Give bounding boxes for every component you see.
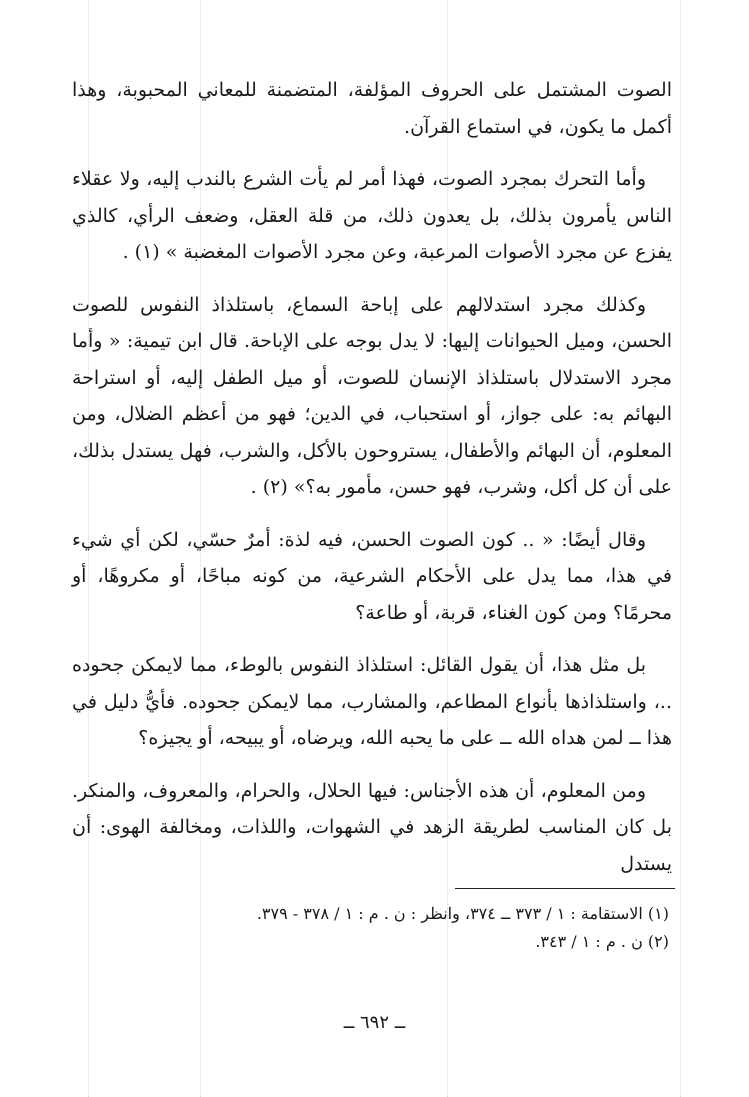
footnote-1: (١) الاستقامة : ١ / ٣٧٣ ــ ٣٧٤، وانظر : ن . م : ١ / ٣٧٨ - ٣٧٩. [256,904,669,923]
page-number: ــ ٦٩٢ ــ [343,1012,406,1033]
paragraph-5: بل مثل هذا، أن يقول القائل: استلذاذ النفوس بالوطء، مما لايمكن جحوده ..، واستلذاذها بأنواع المطاعم، والمشارب، مما لايمكن جحوده. فأيُّ دليل في هذا ــ لمن هداه الله ــ على ما يحبه الله، ويرضاه، أو يبيحه، أو يجيزه؟ [72,654,672,749]
paragraph-1: الصوت المشتمل على الحروف المؤلفة، المتضمنة للمعاني المحبوبة، وهذا أكمل ما يكون، في استماع القرآن. [72,79,672,138]
footnote-2: (٢) ن . م : ١ / ٣٤٣. [535,932,669,951]
paragraph-6: ومن المعلوم، أن هذه الأجناس: فيها الحلال، والحرام، والمعروف، والمنكر. بل كان المناسب لطريقة الزهد في الشهوات، واللذات، ومخالفة الهوى: أن يستدل [72,779,672,875]
footnote-divider [455,888,675,889]
page-body [72,72,672,898]
paragraph-4: وقال أيضًا: « .. كون الصوت الحسن، فيه لذة: أمرٌ حسّي، لكن أي شيء في هذا، مما يدل على الأحكام الشرعية، من كونه مباحًا، أو مكروهًا، أو محرمًا؟ ومن كون الغناء، قربة، أو طاعة؟ [72,528,672,624]
paragraph-2: وأما التحرك بمجرد الصوت، فهذا أمر لم يأت الشرع بالندب إليه، ولا عقلاء الناس يأمرون بذلك، بل يعدون ذلك، من قلة العقل، وضعف الرأي، كالذي يفزع عن مجرد الأصوات المرعبة، وعن مجرد الأصوات المغضبة » (١) . [72,168,672,263]
paragraph-3: وكذلك مجرد استدلالهم على إباحة السماع، باستلذاذ النفوس للصوت الحسن، وميل الحيوانات إليها: لا يدل بوجه على الإباحة. قال ابن تيمية: « وأما مجرد الاستدلال باستلذاذ الإنسان للصوت، أو ميل الطفل إليه، أو استراحة البهائم به: على جواز، أو استحباب، في الدين؛ فهو من أعظم الضلال، ومن المعلوم، أن البهائم والأطفال، يستروحون بالأكل، والشرب، فهل يستدل بذلك، على أن كل أكل، وشرب، فهو حسن، مأمور به؟» (٢) . [72,293,672,498]
footnotes [109,900,669,956]
